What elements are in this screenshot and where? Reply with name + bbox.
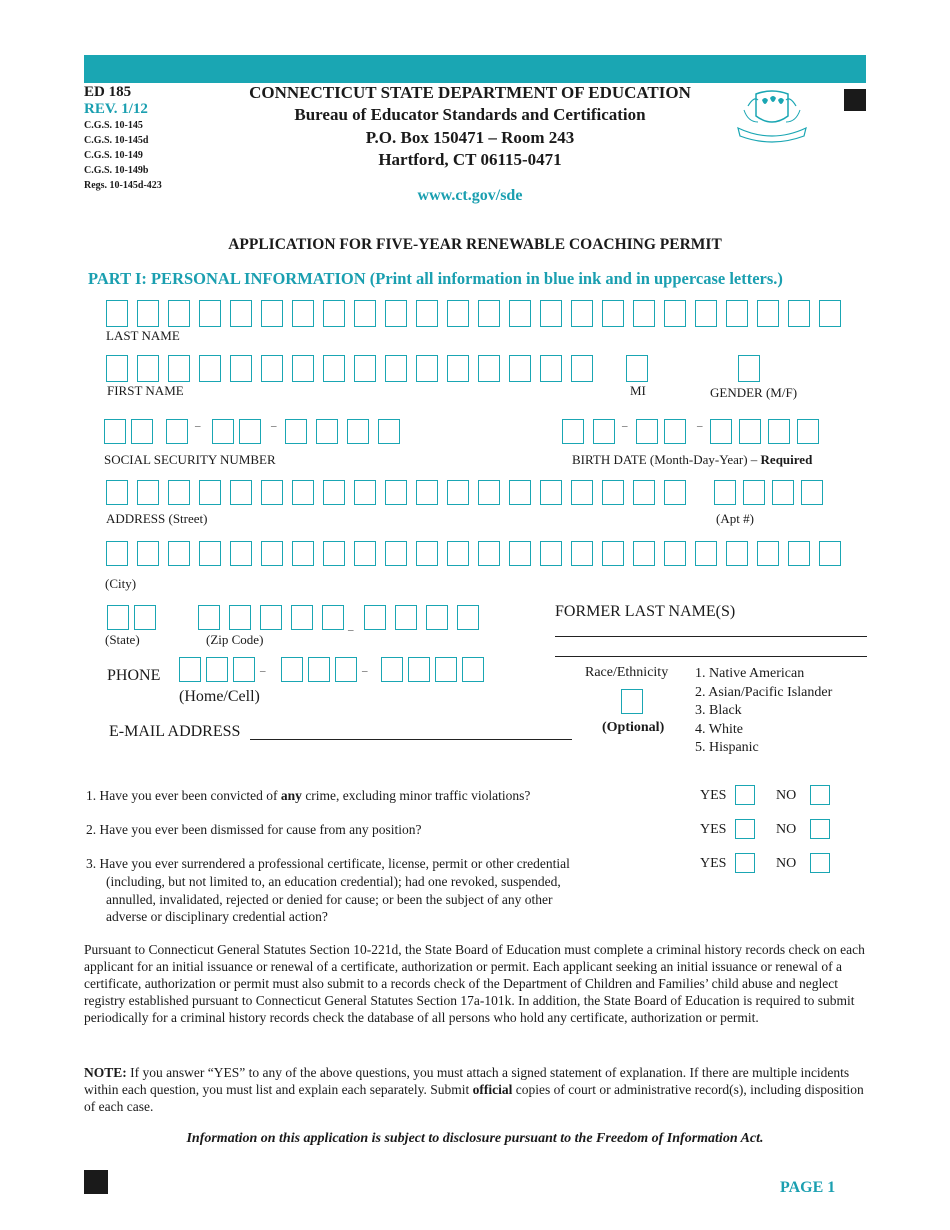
phone-box[interactable] (335, 657, 357, 682)
last-name-box[interactable] (788, 300, 810, 327)
no-checkbox[interactable] (810, 819, 830, 839)
statute-ref: C.G.S. 10-145 (84, 120, 143, 131)
city-state: Hartford, CT 06115-0471 (378, 150, 562, 169)
phone-box[interactable] (308, 657, 330, 682)
city-box[interactable] (261, 541, 283, 566)
first-name-box[interactable] (509, 355, 531, 382)
address-box[interactable] (230, 480, 252, 505)
email-label: E-MAIL ADDRESS (109, 723, 241, 740)
first-name-box[interactable] (385, 355, 407, 382)
first-name-box[interactable] (323, 355, 345, 382)
no-label: NO (776, 822, 797, 837)
last-name-box[interactable] (633, 300, 655, 327)
note-paragraph: NOTE: If you answer “YES” to any of the above questions, you must attach a signed statement of explanation. If there are multiple incidents within each question, you must list and explain each separately. Submit official copies of court or administrative record(s), including disposition of each case. (84, 1065, 864, 1114)
last-name-box[interactable] (540, 300, 562, 327)
address-box[interactable] (168, 480, 190, 505)
address-box[interactable] (633, 480, 655, 505)
phone-box[interactable] (281, 657, 303, 682)
city-box[interactable] (168, 541, 190, 566)
city-box[interactable] (106, 541, 128, 566)
ssn-box[interactable] (316, 419, 338, 444)
address-box[interactable] (447, 480, 469, 505)
address-box[interactable] (199, 480, 221, 505)
former-last-name-label: FORMER LAST NAME(S) (555, 603, 736, 620)
city-box[interactable] (137, 541, 159, 566)
last-name-box[interactable] (199, 300, 221, 327)
first-name-box[interactable] (168, 355, 190, 382)
ssn-box[interactable] (131, 419, 153, 444)
address-box[interactable] (540, 480, 562, 505)
last-name-box[interactable] (819, 300, 841, 327)
no-checkbox[interactable] (810, 785, 830, 805)
email-input-line[interactable] (250, 739, 572, 740)
last-name-box[interactable] (602, 300, 624, 327)
last-name-box[interactable] (137, 300, 159, 327)
first-name-box[interactable] (230, 355, 252, 382)
statute-list (84, 118, 162, 193)
separator-dash: – (260, 665, 266, 677)
first-name-label: FIRST NAME (107, 383, 184, 398)
birth-date-box[interactable] (593, 419, 615, 444)
last-name-label: LAST NAME (106, 328, 180, 343)
registration-mark-bottom (84, 1170, 108, 1194)
last-name-box[interactable] (695, 300, 717, 327)
city-box[interactable] (478, 541, 500, 566)
city-box[interactable] (757, 541, 779, 566)
city-box[interactable] (788, 541, 810, 566)
former-last-name-line-2[interactable] (555, 656, 867, 657)
phone-box[interactable] (179, 657, 201, 682)
first-name-box[interactable] (571, 355, 593, 382)
po-box: P.O. Box 150471 – Room 243 (365, 128, 575, 147)
revision: REV. 1/12 (84, 101, 148, 117)
zip-label: (Zip Code) (206, 632, 264, 647)
no-checkbox[interactable] (810, 853, 830, 873)
website-link[interactable]: www.ct.gov/sde (417, 187, 523, 204)
ssn-label: SOCIAL SECURITY NUMBER (104, 452, 276, 467)
first-name-box[interactable] (261, 355, 283, 382)
last-name-box[interactable] (447, 300, 469, 327)
separator-dash: – (348, 624, 354, 636)
birth-date-label: BIRTH DATE (Month-Day-Year) – Required (572, 452, 813, 467)
form-identifiers (84, 84, 162, 193)
zip-box[interactable] (457, 605, 479, 630)
birth-date-box[interactable] (562, 419, 584, 444)
address-box[interactable] (478, 480, 500, 505)
state-label: (State) (105, 632, 140, 647)
form-title: APPLICATION FOR FIVE-YEAR RENEWABLE COACHING PERMIT (228, 236, 722, 253)
phone-box[interactable] (381, 657, 403, 682)
race-option: 5. Hispanic (695, 740, 759, 755)
city-box[interactable] (509, 541, 531, 566)
address-box[interactable] (664, 480, 686, 505)
city-box[interactable] (447, 541, 469, 566)
city-box[interactable] (540, 541, 562, 566)
zip-box[interactable] (322, 605, 344, 630)
first-name-box[interactable] (106, 355, 128, 382)
department-name: CONNECTICUT STATE DEPARTMENT OF EDUCATION (249, 83, 691, 102)
city-box[interactable] (354, 541, 376, 566)
zip-box[interactable] (426, 605, 448, 630)
last-name-box[interactable] (757, 300, 779, 327)
ssn-box[interactable] (212, 419, 234, 444)
first-name-box[interactable] (199, 355, 221, 382)
race-box[interactable] (621, 689, 643, 714)
no-label: NO (776, 788, 797, 803)
separator-dash: – (362, 665, 368, 677)
bureau-name: Bureau of Educator Standards and Certification (294, 105, 646, 124)
city-box[interactable] (664, 541, 686, 566)
form-number: ED 185 (84, 84, 132, 100)
race-option: 1. Native American (695, 666, 805, 681)
phone-sub-label: (Home/Cell) (179, 688, 260, 705)
former-last-name-line-1[interactable] (555, 636, 867, 637)
yes-checkbox[interactable] (735, 785, 755, 805)
first-name-box[interactable] (478, 355, 500, 382)
address-label: ADDRESS (Street) (106, 511, 208, 526)
zip-box[interactable] (291, 605, 313, 630)
no-label: NO (776, 856, 797, 871)
part-one-heading: PART I: PERSONAL INFORMATION (Print all information in blue ink and in uppercase letters.) (88, 269, 783, 288)
birth-date-box[interactable] (797, 419, 819, 444)
last-name-box[interactable] (726, 300, 748, 327)
page-number: PAGE 1 (780, 1179, 836, 1196)
separator-dash: – (697, 420, 703, 432)
ssn-box[interactable] (347, 419, 369, 444)
phone-box[interactable] (462, 657, 484, 682)
address-box[interactable] (292, 480, 314, 505)
gender-box[interactable] (738, 355, 760, 382)
statute-ref: Regs. 10-145d-423 (84, 180, 162, 191)
apt-box[interactable] (772, 480, 794, 505)
phone-box[interactable] (206, 657, 228, 682)
address-box[interactable] (571, 480, 593, 505)
city-box[interactable] (385, 541, 407, 566)
statute-paragraph: Pursuant to Connecticut General Statutes Section 10-221d, the State Board of Education must complete a criminal history records check on each applicant for an initial issuance or renewal of a certificate, authorization or permit. Each applicant seeking an initial issuance or renewal of a certificate, authorization or permit must also submit to a records check of the Department of Children and Families’ child abuse and neglect registry established pursuant to Connecticut General Statutes Section 17a-101k. In addition, the State Board of Education is required to submit periodically for a criminal history records check the database of all persons who hold any certificate, authorization or permit. (84, 942, 865, 1025)
last-name-box[interactable] (261, 300, 283, 327)
question-1: 1. Have you ever been convicted of any crime, excluding minor traffic violations? (86, 788, 531, 803)
question-2: 2. Have you ever been dismissed for cause from any position? (86, 822, 422, 837)
middle-initial-label: MI (630, 383, 646, 398)
yes-label: YES (700, 822, 727, 837)
zip-box[interactable] (395, 605, 417, 630)
required-marker: Required (760, 452, 813, 467)
ssn-box[interactable] (285, 419, 307, 444)
ssn-box[interactable] (239, 419, 261, 444)
last-name-box[interactable] (385, 300, 407, 327)
state-box[interactable] (107, 605, 129, 630)
phone-label: PHONE (107, 667, 161, 684)
yes-checkbox[interactable] (735, 819, 755, 839)
city-box[interactable] (602, 541, 624, 566)
address-box[interactable] (323, 480, 345, 505)
zip-box[interactable] (229, 605, 251, 630)
optional-label: (Optional) (602, 720, 665, 735)
address-box[interactable] (354, 480, 376, 505)
last-name-box[interactable] (354, 300, 376, 327)
registration-mark-top (844, 89, 866, 111)
yes-checkbox[interactable] (735, 853, 755, 873)
first-name-box[interactable] (354, 355, 376, 382)
ssn-box[interactable] (104, 419, 126, 444)
gender-label: GENDER (M/F) (710, 385, 798, 400)
last-name-box[interactable] (571, 300, 593, 327)
state-box[interactable] (134, 605, 156, 630)
address-box[interactable] (385, 480, 407, 505)
race-option: 4. White (695, 721, 743, 737)
city-box[interactable] (571, 541, 593, 566)
apt-box[interactable] (801, 480, 823, 505)
address-box[interactable] (137, 480, 159, 505)
last-name-box[interactable] (509, 300, 531, 327)
statute-ref: C.G.S. 10-149b (84, 165, 149, 176)
city-box[interactable] (292, 541, 314, 566)
city-box[interactable] (726, 541, 748, 566)
separator-dash: – (271, 420, 277, 432)
race-option: 2. Asian/Pacific Islander (695, 684, 833, 700)
city-box[interactable] (230, 541, 252, 566)
ssn-box[interactable] (166, 419, 188, 444)
first-name-box[interactable] (447, 355, 469, 382)
question-3-continued: (including, but not limited to, an education credential); had one revoked, suspended, (106, 874, 561, 889)
statute-ref: C.G.S. 10-145d (84, 135, 149, 146)
last-name-box[interactable] (478, 300, 500, 327)
state-seal (734, 86, 810, 146)
separator-dash: – (622, 420, 628, 432)
foi-notice: Information on this application is subject to disclosure pursuant to the Freedom of Information Act. (186, 1131, 764, 1146)
phone-box[interactable] (435, 657, 457, 682)
zip-box[interactable] (364, 605, 386, 630)
last-name-box[interactable] (292, 300, 314, 327)
city-box[interactable] (199, 541, 221, 566)
question-3: 3. Have you ever surrendered a professional certificate, license, permit or other credential (86, 856, 570, 871)
question-3-continued: annulled, invalidated, rejected or denied for cause; or been the subject of any other (106, 891, 553, 907)
yes-label: YES (700, 856, 727, 871)
last-name-box[interactable] (168, 300, 190, 327)
address-box[interactable] (106, 480, 128, 505)
city-box[interactable] (819, 541, 841, 566)
question-3-continued: adverse or disciplinary credential action? (106, 909, 328, 924)
first-name-box[interactable] (292, 355, 314, 382)
last-name-box[interactable] (106, 300, 128, 327)
yes-label: YES (700, 788, 727, 803)
separator-dash: – (195, 420, 201, 432)
city-label: (City) (105, 576, 137, 591)
birth-date-box[interactable] (739, 419, 761, 444)
race-options (695, 665, 832, 758)
last-name-box[interactable] (323, 300, 345, 327)
first-name-box[interactable] (416, 355, 438, 382)
phone-box[interactable] (408, 657, 430, 682)
last-name-box[interactable] (664, 300, 686, 327)
birth-date-box[interactable] (710, 419, 732, 444)
address-box[interactable] (416, 480, 438, 505)
apt-box[interactable] (743, 480, 765, 505)
race-option: 3. Black (695, 703, 742, 718)
apt-box[interactable] (714, 480, 736, 505)
apt-label: (Apt #) (716, 511, 754, 526)
last-name-box[interactable] (416, 300, 438, 327)
first-name-box[interactable] (540, 355, 562, 382)
zip-box[interactable] (198, 605, 220, 630)
address-box[interactable] (261, 480, 283, 505)
middle-initial-box[interactable] (626, 355, 648, 382)
phone-box[interactable] (233, 657, 255, 682)
birth-date-box[interactable] (664, 419, 686, 444)
ssn-box[interactable] (378, 419, 400, 444)
race-label: Race/Ethnicity (585, 665, 669, 680)
zip-box[interactable] (260, 605, 282, 630)
header-bar (84, 55, 866, 83)
first-name-box[interactable] (137, 355, 159, 382)
city-box[interactable] (633, 541, 655, 566)
city-box[interactable] (323, 541, 345, 566)
address-box[interactable] (602, 480, 624, 505)
city-box[interactable] (695, 541, 717, 566)
last-name-box[interactable] (230, 300, 252, 327)
birth-date-box[interactable] (768, 419, 790, 444)
city-box[interactable] (416, 541, 438, 566)
address-box[interactable] (509, 480, 531, 505)
statute-ref: C.G.S. 10-149 (84, 150, 143, 161)
birth-date-box[interactable] (636, 419, 658, 444)
